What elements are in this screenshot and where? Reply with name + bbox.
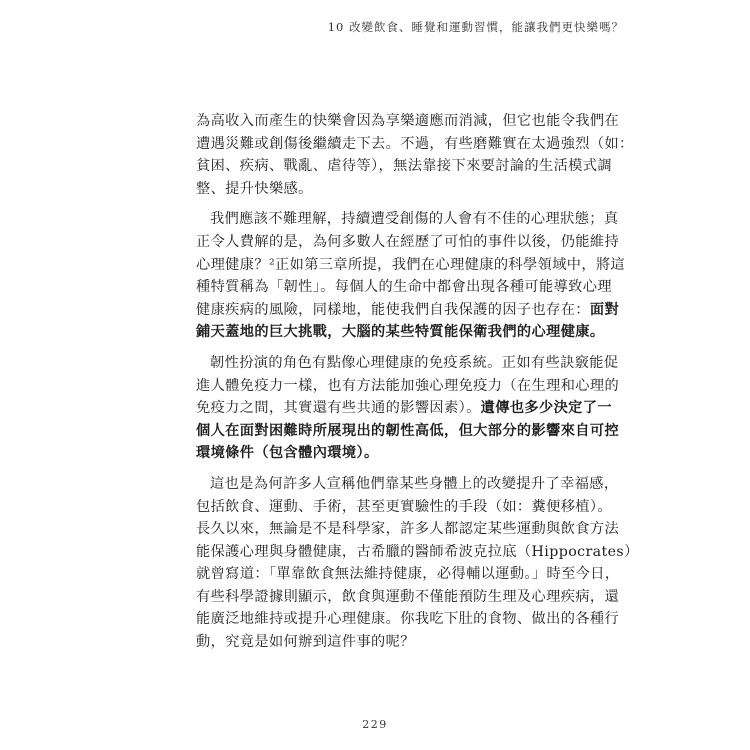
text-line: [196, 299, 620, 322]
bold-text-line: 個人在面對困難時所展現出的韌性高低，但大部分的影響來自可控: [196, 422, 620, 439]
text-line: 動，究竟是如何辦到這件事的呢？: [196, 634, 415, 651]
bold-text-segment: 遺傳也多少決定了一: [480, 400, 612, 417]
text-line: 有些科學證據則顯示，飲食與運動不僅能預防生理及心理疾病，還: [196, 588, 620, 605]
text-line: 就曾寫道：「單靠飲食無法維持健康，必得輔以運動。」時至今日，: [196, 566, 620, 583]
paragraph-1: [196, 110, 634, 200]
text-line: 心理健康？²正如第三章所提，我們在心理健康的科學領域中，將這: [196, 256, 626, 273]
paragraph-4: [196, 473, 639, 654]
text-line: 貧困、疾病、戰亂、虐待等），無法靠接下來要討論的生活模式調: [196, 158, 612, 175]
paragraph-3: [196, 352, 620, 465]
bold-text-line: 鋪天蓋地的巨大挑戰，大腦的某些特質能保衛我們的心理健康。: [196, 324, 605, 341]
text-line: 進人體免疫力一樣，也有方法能加強心理免疫力（在生理和心理的: [196, 377, 620, 394]
text-segment: 健康疾病的風險，同樣地，能使我們自我保護的因子也存在：: [196, 301, 590, 318]
running-header: 10 改變飲食、睡覺和運動習慣，能讓我們更快樂嗎？: [327, 20, 624, 34]
paragraph-2: [196, 208, 626, 344]
text-line: [196, 397, 612, 420]
text-line: 為高收入而產生的快樂會因為享樂適應而消減，但它也能令我們在: [196, 113, 620, 129]
text-line: 正令人費解的是，為何多數人在經歷了可怕的事件以後，仍能維持: [196, 233, 620, 250]
bold-text-line: 環境條件（包含體內環境）。: [196, 445, 379, 462]
text-line: 遭遇災難或創傷後繼續走下去。不過，有些磨難實在太過強烈（如：: [196, 135, 634, 152]
page-number: 229: [362, 718, 388, 731]
bold-text-segment: 面對: [589, 301, 620, 318]
text-line: 韌性扮演的角色有點像心理健康的免疫系統。正如有些訣竅能促: [210, 354, 619, 371]
text-line: 能保護心理與身體健康，古希臘的醫師希波克拉底（Hippocrates）: [196, 543, 639, 560]
text-segment: 免疫力之間，其實還有些共通的影響因素）。: [196, 400, 481, 417]
text-line: 種特質稱為「韌性」。每個人的生命中都會出現各種可能導致心理: [196, 279, 612, 296]
text-line: 包括飲食、運動、手術，甚至更實驗性的手段（如：糞便移植）。: [196, 498, 612, 515]
text-line: 我們應該不難理解，持續遭受創傷的人會有不佳的心理狀態；真: [210, 211, 619, 228]
text-line: 這也是為何許多人宣稱他們靠某些身體上的改變提升了幸福感，: [210, 475, 619, 492]
text-line: 長久以來，無論是不是科學家，許多人都認定某些運動與飲食方法: [196, 521, 620, 538]
body-text: [196, 110, 639, 662]
text-line: 能廣泛地維持或提升心理健康。你我吃下肚的食物、做出的各種行: [196, 611, 620, 628]
text-line: 整、提升快樂感。: [196, 180, 313, 197]
